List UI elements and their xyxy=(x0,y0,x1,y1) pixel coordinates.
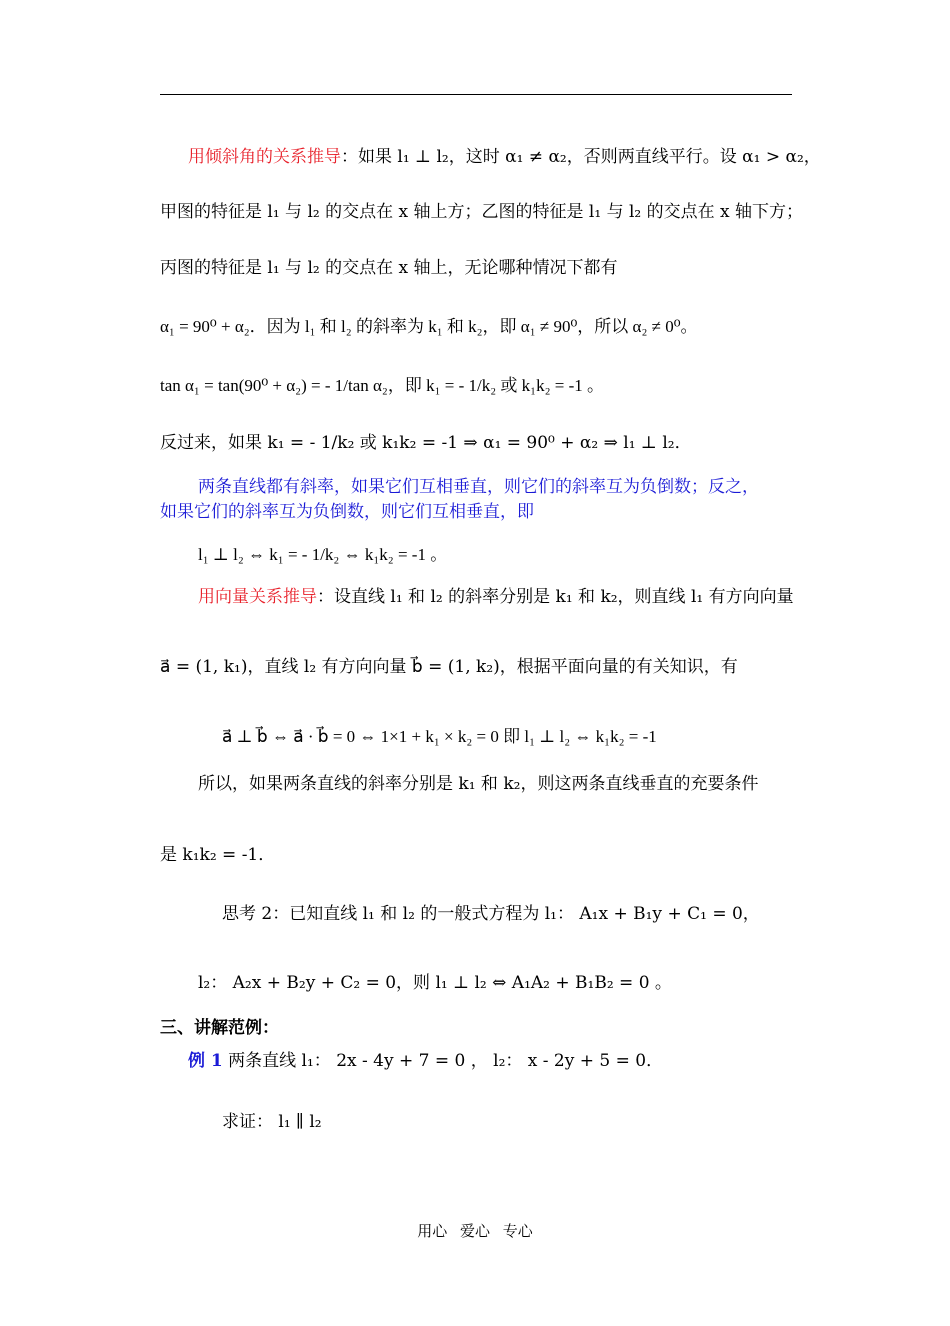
theorem-line-1: 两条直线都有斜率，如果它们互相垂直，则它们的斜率互为负倒数；反之， xyxy=(198,477,759,497)
section-heading-examples: 三、讲解范例： xyxy=(160,1018,279,1038)
formula-tangent: tan α₁ = tan(90⁰ + α₂) = - 1/tan α₂，即 k₁ = - 1/k₂ 或 k₁k₂ = -1 。 xyxy=(160,376,605,395)
vector-derivation-text: ：设直线 l₁ 和 l₂ 的斜率分别是 k₁ 和 k₂，则直线 l₁ 有方向向量 xyxy=(317,587,794,607)
paragraph-think-2: 思考 2：已知直线 l₁ 和 l₂ 的一般式方程为 l₁： A₁x + B₁y + C₁ = 0， xyxy=(222,904,760,924)
paragraph-angle-relation: α₁ = 90⁰ + α₂．因为 l₁ 和 l₂ 的斜率为 k₁ 和 k₂，即 α₁ ≠ 90⁰，所以 α₂ ≠ 0⁰。 xyxy=(160,317,698,336)
paragraph-conclusion: 所以，如果两条直线的斜率分别是 k₁ 和 k₂，则这两条直线垂直的充要条件 xyxy=(198,774,759,794)
header-rule xyxy=(160,94,792,95)
paragraph-figure-a: 甲图的特征是 l₁ 与 l₂ 的交点在 x 轴上方；乙图的特征是 l₁ 与 l₂ 的交点在 x 轴下方； xyxy=(160,202,804,222)
formula-vector-perpendicular: a⃗ ⊥ b⃗ ⇔ a⃗ · b⃗ = 0 ⇔ 1×1 + k₁ × k₂ = 0 即 l₁ ⊥ l₂ ⇔ k₁k₂ = -1 xyxy=(222,727,657,746)
example-1-prove: 求证： l₁ ∥ l₂ xyxy=(222,1112,322,1132)
formula-perpendicular-slopes: l₁ ⊥ l₂ ⇔ k₁ = - 1/k₂ ⇔ k₁k₂ = -1 。 xyxy=(198,545,448,564)
paragraph-general-form: l₂： A₂x + B₂y + C₂ = 0，则 l₁ ⊥ l₂ ⇔ A₁A₂ + B₁B₂ = 0 。 xyxy=(198,973,672,993)
example-1-label: 例 1 xyxy=(188,1051,223,1071)
paragraph-condition: 是 k₁k₂ = -1． xyxy=(160,845,276,865)
theorem-line-2: 如果它们的斜率互为负倒数，则它们互相垂直，即 xyxy=(160,502,534,522)
paragraph-vector-derivation xyxy=(198,585,794,609)
paragraph-converse: 反过来，如果 k₁ = - 1/k₂ 或 k₁k₂ = -1 ⇒ α₁ = 90⁰ + α₂ ⇒ l₁ ⊥ l₂． xyxy=(160,433,692,453)
example-1-text: 两条直线 l₁： 2x - 4y + 7 = 0 ， l₂： x - 2y + 5 = 0． xyxy=(222,1051,664,1071)
paragraph-angle-derivation xyxy=(188,145,821,169)
angle-derivation-text: ：如果 l₁ ⊥ l₂，这时 α₁ ≠ α₂，否则两直线平行。设 α₁ > α₂， xyxy=(341,147,821,167)
paragraph-direction-vectors: a⃗ = (1, k₁)，直线 l₂ 有方向向量 b⃗ = (1, k₂)，根据平面向量的有关知识，有 xyxy=(160,657,738,677)
paragraph-figure-c: 丙图的特征是 l₁ 与 l₂ 的交点在 x 轴上，无论哪种情况下都有 xyxy=(160,258,618,278)
vector-derivation-label: 用向量关系推导 xyxy=(198,587,317,607)
example-1 xyxy=(188,1049,663,1073)
page-footer: 用心 爱心 专心 xyxy=(417,1222,533,1240)
angle-derivation-label: 用倾斜角的关系推导 xyxy=(188,147,341,167)
